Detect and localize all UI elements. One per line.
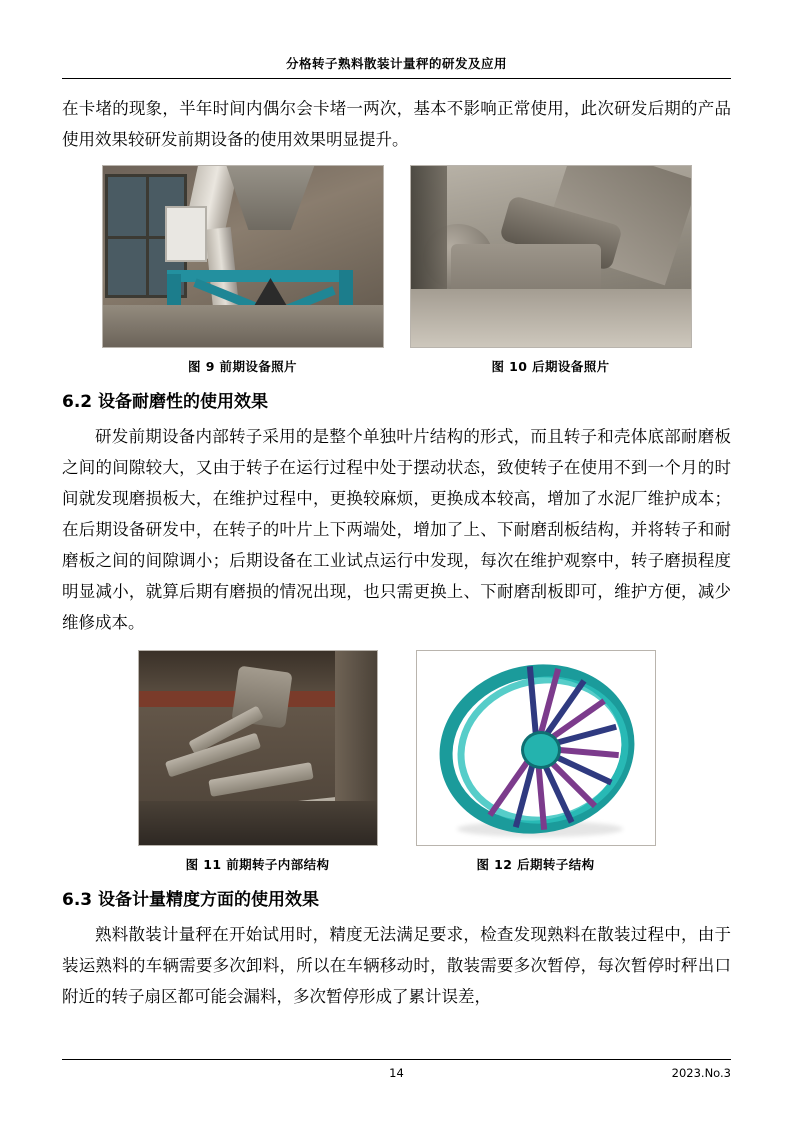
figure-12-caption: 图 12 后期转子结构: [476, 857, 595, 872]
figure-12-image: [416, 650, 656, 846]
figure-11: [138, 650, 378, 873]
page-content: [62, 54, 731, 1012]
paragraph-6-3: 熟料散装计量秤在开始试用时，精度无法满足要求，检查发现熟料在散装过程中，由于装运熟料的车辆需要多次卸料，所以在车辆移动时，散装需要多次暂停，每次暂停时秤出口附近的转子扇区都可能会漏料，多次暂停形成了累计误差，: [62, 925, 731, 1006]
running-header-title: 分格转子熟料散装计量秤的研发及应用: [285, 56, 507, 71]
figure-10: [410, 165, 692, 375]
figure-12: [416, 650, 656, 873]
figure-9: [102, 165, 384, 375]
paragraph-continued: 在卡堵的现象，半年时间内偶尔会卡堵一两次，基本不影响正常使用，此次研发后期的产品使用效果较研发前期设备的使用效果明显提升。: [62, 99, 731, 149]
footer-issue-label: 2023.No.3: [671, 1066, 731, 1080]
figure-9-image: [102, 165, 384, 348]
section-heading-6-3: 6.3 设备计量精度方面的使用效果: [62, 890, 320, 910]
figure-11-caption: 图 11 前期转子内部结构: [185, 857, 330, 872]
figure-10-image: [410, 165, 692, 348]
figure-11-image: [138, 650, 378, 846]
footer-page-number: 14: [389, 1066, 404, 1080]
footer-divider: [62, 1059, 731, 1060]
paragraph-6-2: 研发前期设备内部转子采用的是整个单独叶片结构的形式，而且转子和壳体底部耐磨板之间的间隙较大，又由于转子在运行过程中处于摆动状态，致使转子在使用不到一个月的时间就发现磨损板大，在维护过程中，更换较麻烦，更换成本较高，增加了水泥厂维护成本；在后期设备研发中，在转子的叶片上下两端处，增加了上、下耐磨刮板结构，并将转子和耐磨板之间的间隙调小；后期设备在工业试点运行中发现，每次在维护观察中，转子磨损程度明显减小，就算后期有磨损的情况出现，也只需更换上、下耐磨刮板即可，维护方便，减少维修成本。: [62, 427, 731, 632]
figure-9-caption: 图 9 前期设备照片: [188, 359, 297, 374]
section-heading-6-2: 6.2 设备耐磨性的使用效果: [62, 392, 269, 412]
figure-10-caption: 图 10 后期设备照片: [491, 359, 610, 374]
page-footer: [62, 1059, 731, 1084]
figure-row-bottom: [62, 650, 731, 873]
header-divider: [62, 78, 731, 79]
figure-row-top: [62, 165, 731, 375]
